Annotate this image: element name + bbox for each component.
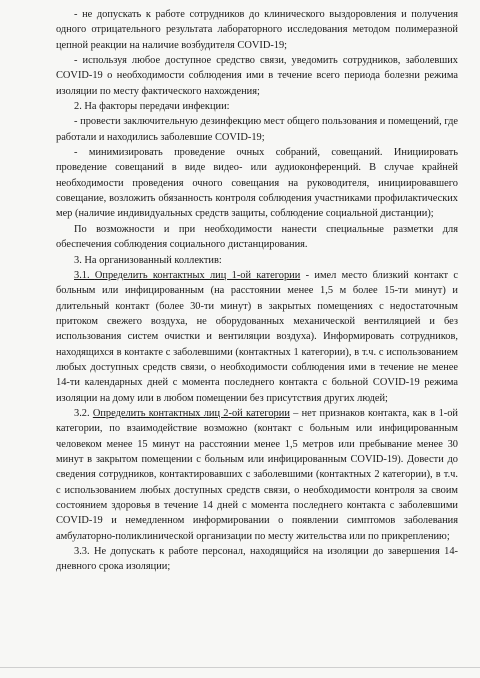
paragraph-1: - не допускать к работе сотрудников до клинического выздоровления и получения одного отрицательного результата лабораторного исследования методом полимеразной цепной реакции на наличие возбудителя COVID-19; [56, 9, 458, 51]
heading-transmission-factors: 2. На факторы передачи инфекции: [74, 101, 230, 113]
paragraph-2: - используя любое доступное средство связи, уведомить сотрудников, заболевших COVID-19 о необходимости соблюдения ими в течение всего периода болезни режима изоляции по месту фактического нахождения; [56, 55, 458, 97]
bottom-edge-line [0, 667, 480, 668]
paragraph-3-3: 3.3. Не допускать к работе персонал, находящийся на изоляции до завершения 14-дневного срока изоляции; [56, 546, 458, 573]
underlined-contacts-category-2: Определить контактных лиц 2-ой категории [92, 407, 290, 419]
heading-organized-collective: 3. На организованный коллектив: [74, 254, 222, 266]
underlined-contacts-category-1: Определить контактных лиц 1-ой категории [94, 269, 301, 281]
paragraph-3-1-body: - имел место близкий контакт с больным или инфицированным (на расстоянии менее 1,5 м более 15-ти минут) и длительный контакт (более 30-ти минут) в закрытых помещениях с недостаточным притоком свежего воздуха, не оборудованных механической вентиляцией и без использования систем очистки и вентиляции воздуха). Информировать сотрудников, находящихся в контакте с заболевшими (контактных 1 категории), в т.ч. с использованием любых доступных средств связи, о необходимости соблюдения ими в течение не менее 14-ти календарных дней с момента последнего контакта с больной COVID-19 режима изоляции на дому или в любом помещении без присутствия других людей; [56, 269, 458, 404]
paragraph-4: - провести заключительную дезинфекцию мест общего пользования и помещений, где работали и находились заболевшие COVID-19; [56, 116, 458, 143]
item-number-3-1: 3.1. [74, 269, 95, 281]
paragraph-3-2-body: – нет признаков контакта, как в 1-ой категории, по взаимодействие возможно (контакт с больным или инфицированным человеком менее 15 минут на расстоянии менее 1,5 метров или пребывание менее 30 минут в закрытом помещении с больным или инфицированным COVID-19). Довести до сведения сотрудников, контактировавших с заболевшими (контактных 2 категории), в т.ч. с использованием любых доступных средств связи, о необходимости контроля за своим состоянием здоровья в течение 14 дней с момента последнего контакта с заболевшими COVID-19 и немедленном информировании о появлении симптомов заболевания амбулаторно-поликлинической организации по месту жительства или по прикреплению; [56, 407, 458, 542]
paragraph-6: По возможности и при необходимости нанести специальные разметки для обеспечения соблюдения социального дистанцирования. [56, 223, 458, 251]
paragraph-3-2 [56, 406, 458, 544]
paragraph-3-1 [56, 268, 458, 406]
item-number-3-2: 3.2. [74, 407, 93, 419]
paragraph-5: - минимизировать проведение очных собраний, совещаний. Инициировать проведение совещаний в виде видео- или аудиоконференций. В случае крайней необходимости проведения очного совещания на руководителя, инициировавшего совещание, возложить обязанность контроля соблюдения участниками профилактических мер (наличие индивидуальных средств защиты, соблюдение социальной дистанции); [56, 147, 458, 220]
